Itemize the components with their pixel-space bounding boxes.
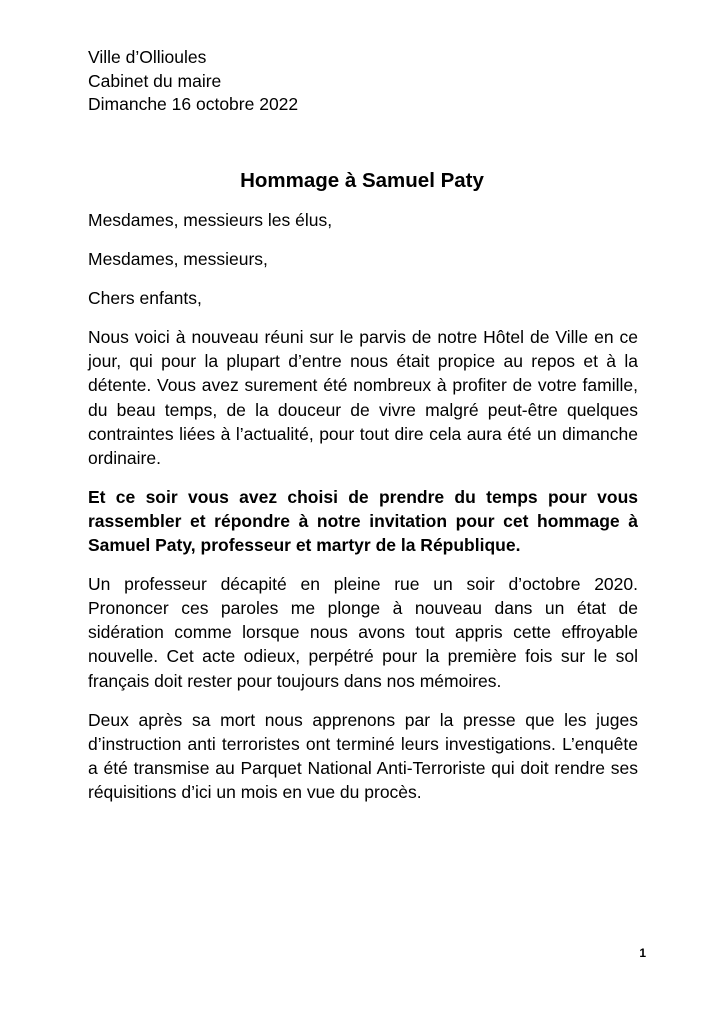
letter-header xyxy=(88,46,298,117)
document-body xyxy=(88,208,638,819)
paragraph-event: Un professeur décapité en pleine rue un soir d’octobre 2020. Prononcer ces paroles me plonge à nouveau dans un état de sidération comme lorsque nous avons tout appris cette effroyable nouvelle. Cet acte odieux, perpétré pour la première fois sur le sol français doit rester pour toujours dans nos mémoires. xyxy=(88,574,638,691)
paragraph-tribute: Et ce soir vous avez choisi de prendre du temps pour vous rassembler et répondre à notre invitation pour cet hommage à Samuel Paty, professeur et martyr de la République. xyxy=(88,486,638,556)
greeting-children: Chers enfants, xyxy=(88,288,202,309)
header-date: Dimanche 16 octobre 2022 xyxy=(88,94,299,114)
page-number: 1 xyxy=(639,946,646,960)
paragraph-intro: Nous voici à nouveau réuni sur le parvis de notre Hôtel de Ville en ce jour, qui pour la plupart d’entre nous était propice au repos et à la détente. Vous avez surement été nombreux à profiter de votre famille, du beau temps, de la douceur de vivre malgré peut-être quelques contraintes liées à l’actualité, pour tout dire cela aura été un dimanche ordinaire. xyxy=(88,327,638,468)
paragraph-investigation: Deux après sa mort nous apprenons par la presse que les juges d’instruction anti terroristes ont terminé leurs investigations. L’enquête a été transmise au Parquet National Anti-Terroriste qui doit rendre ses réquisitions d’ici un mois en vue du procès. xyxy=(88,709,638,802)
greeting-officials: Mesdames, messieurs les élus, xyxy=(88,210,333,230)
header-office: Cabinet du maire xyxy=(88,70,222,91)
header-town: Ville d’Ollioules xyxy=(88,47,207,67)
document-title: Hommage à Samuel Paty xyxy=(240,169,484,192)
greeting-audience: Mesdames, messieurs, xyxy=(88,249,268,270)
